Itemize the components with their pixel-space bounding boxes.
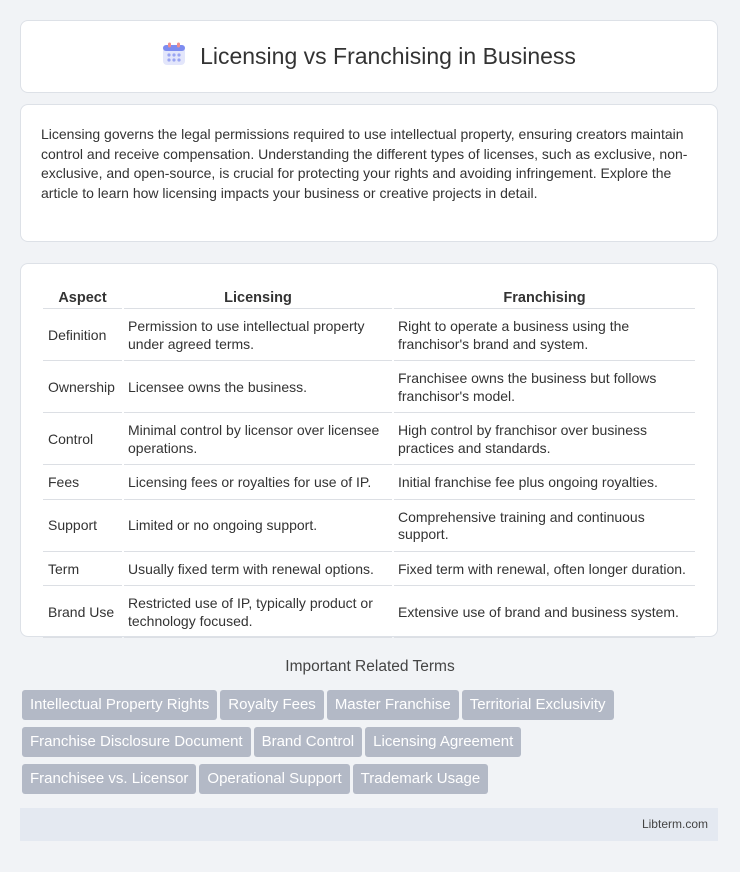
franchising-cell: Extensive use of brand and business system. xyxy=(394,588,695,638)
footer xyxy=(20,808,718,841)
aspect-cell: Term xyxy=(43,554,122,587)
term-tag[interactable]: Licensing Agreement xyxy=(365,727,521,757)
term-tag[interactable]: Master Franchise xyxy=(327,690,459,720)
page-title: Licensing vs Franchising in Business xyxy=(200,43,576,69)
header-franchising: Franchising xyxy=(394,286,695,309)
term-tag[interactable]: Franchisee vs. Licensor xyxy=(22,764,196,794)
aspect-cell: Fees xyxy=(43,467,122,500)
intro-card xyxy=(20,104,718,242)
aspect-cell: Support xyxy=(43,502,122,552)
table-row xyxy=(43,415,695,465)
aspect-cell: Ownership xyxy=(43,363,122,413)
aspect-cell: Control xyxy=(43,415,122,465)
licensing-cell: Permission to use intellectual property under agreed terms. xyxy=(124,311,392,361)
table-row xyxy=(43,467,695,500)
table-row xyxy=(43,554,695,587)
header-licensing: Licensing xyxy=(124,286,392,309)
licensing-cell: Restricted use of IP, typically product or technology focused. xyxy=(124,588,392,638)
term-tag[interactable]: Operational Support xyxy=(199,764,349,794)
term-tag[interactable]: Franchise Disclosure Document xyxy=(22,727,251,757)
franchising-cell: Comprehensive training and continuous support. xyxy=(394,502,695,552)
footer-link[interactable]: Libterm.com xyxy=(641,817,708,831)
term-tag[interactable]: Territorial Exclusivity xyxy=(462,690,614,720)
table-row xyxy=(43,363,695,413)
table-row xyxy=(43,311,695,361)
related-terms-list xyxy=(22,690,722,801)
comparison-table xyxy=(41,284,697,640)
franchising-cell: Franchisee owns the business but follows franchisor's model. xyxy=(394,363,695,413)
intro-text: Licensing governs the legal permissions required to use intellectual property, ensuring creators maintain control and receive compensation. Understanding the different types of licenses, such as exclusive, non-exclusive, and open-source, is crucial for protecting your rights and avoiding infringement. Explore the article to learn how licensing impacts your business or creative projects in detail. xyxy=(41,126,688,201)
franchising-cell: Fixed term with renewal, often longer duration. xyxy=(394,554,695,587)
aspect-cell: Definition xyxy=(43,311,122,361)
comparison-card xyxy=(20,263,718,637)
franchising-cell: High control by franchisor over business practices and standards. xyxy=(394,415,695,465)
table-row xyxy=(43,588,695,638)
related-terms-title: Important Related Terms xyxy=(285,658,455,675)
term-tag[interactable]: Intellectual Property Rights xyxy=(22,690,217,720)
term-tag[interactable]: Brand Control xyxy=(254,727,363,757)
header-aspect: Aspect xyxy=(43,286,122,309)
franchising-cell: Initial franchise fee plus ongoing royalties. xyxy=(394,467,695,500)
licensing-cell: Licensee owns the business. xyxy=(124,363,392,413)
term-tag[interactable]: Trademark Usage xyxy=(353,764,489,794)
licensing-cell: Licensing fees or royalties for use of IP. xyxy=(124,467,392,500)
licensing-cell: Usually fixed term with renewal options. xyxy=(124,554,392,587)
calendar-icon xyxy=(162,42,186,71)
licensing-cell: Limited or no ongoing support. xyxy=(124,502,392,552)
aspect-cell: Brand Use xyxy=(43,588,122,638)
table-row xyxy=(43,502,695,552)
licensing-cell: Minimal control by licensor over licensee operations. xyxy=(124,415,392,465)
header-card xyxy=(20,20,718,93)
franchising-cell: Right to operate a business using the franchisor's brand and system. xyxy=(394,311,695,361)
term-tag[interactable]: Royalty Fees xyxy=(220,690,324,720)
